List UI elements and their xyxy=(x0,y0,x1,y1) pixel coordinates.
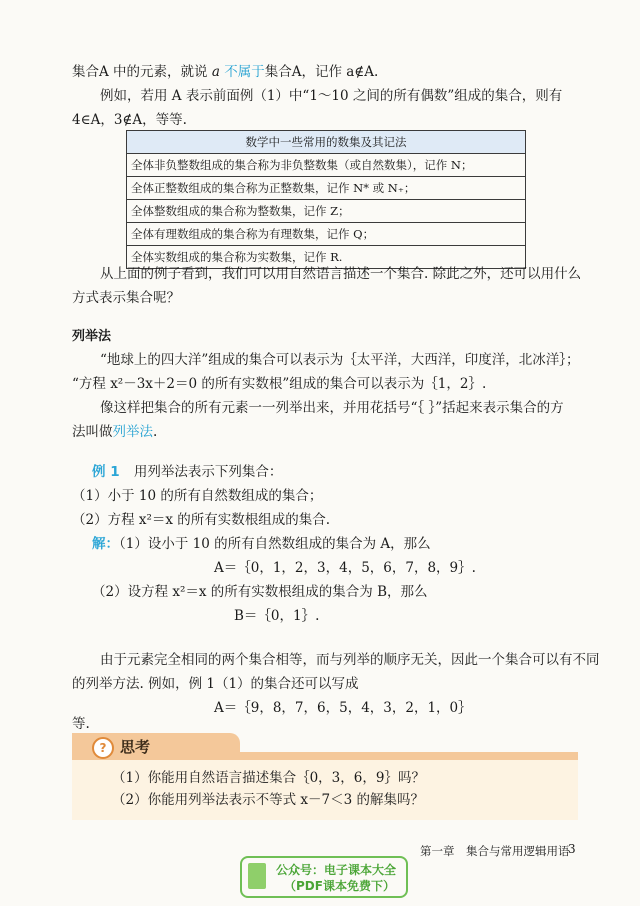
watermark xyxy=(240,856,408,898)
para3-line1: 从上面的例子看到，我们可以用自然语言描述一个集合. 除此之外，还可以用什么 xyxy=(100,266,582,282)
para2-line2: 4∈A，3∉A，等等. xyxy=(72,112,187,128)
table-title: 数学中一些常用的数集及其记法 xyxy=(127,131,526,154)
equation-A: A＝｛0，1，2，3，4，5，6，7，8，9｝. xyxy=(214,560,476,576)
text: . xyxy=(153,424,158,440)
text: 集合A，记作 a∉A. xyxy=(264,64,379,80)
para4-line2: “方程 x²－3x＋2＝0 的所有实数根”组成的集合可以表示为｛1，2｝. xyxy=(72,376,487,392)
table-row: 全体非负整数组成的集合称为非负整数集（或自然数集），记作 N； xyxy=(127,154,526,177)
equation-A-reordered: A＝｛9，8，7，6，5，4，3，2，1，0｝ xyxy=(214,700,472,716)
example-prompt: 用列举法表示下列集合： xyxy=(133,464,283,480)
para6-line2: 的列举方法. 例如，例 1（1）的集合还可以写成 xyxy=(72,676,359,692)
example-item1: （1）小于 10 的所有自然数组成的集合； xyxy=(72,488,323,504)
solution-label: 解： xyxy=(92,536,119,552)
para5-line1: 像这样把集合的所有元素一一列举出来，并用花括号“｛ ｝”括起来表示集合的方 xyxy=(100,400,564,416)
example-header xyxy=(92,460,612,484)
paragraph-not-belong xyxy=(72,60,592,84)
solution-line1 xyxy=(92,532,612,556)
page-number: 3 xyxy=(568,842,576,856)
text: 法叫做 xyxy=(72,424,113,440)
number-sets-table xyxy=(126,130,526,269)
question-icon: ? xyxy=(92,737,114,759)
para6-line3: 等. xyxy=(72,716,90,732)
var-a: a xyxy=(211,64,220,80)
para2-line1: 例如，若用 A 表示前面例（1）中“1～10 之间的所有偶数”组成的集合，则有 xyxy=(100,88,563,104)
term-not-belong: 不属于 xyxy=(219,64,265,80)
solution-line2: （2）设方程 x²＝x 的所有实数根组成的集合为 B，那么 xyxy=(92,584,428,600)
para6-line1: 由于元素完全相同的两个集合相等，而与列举的顺序无关，因此一个集合可以有不同 xyxy=(100,652,600,668)
example-item2: （2）方程 x²＝x 的所有实数根组成的集合. xyxy=(72,512,331,528)
table-row: 全体整数组成的集合称为整数集，记作 Z； xyxy=(127,200,526,223)
example-label: 例 1 xyxy=(92,464,120,480)
chapter-footer: 第一章 集合与常用逻辑用语 xyxy=(420,844,570,858)
para4-line1: “地球上的四大洋”组成的集合可以表示为｛太平洋，大西洋，印度洋，北冰洋｝； xyxy=(100,352,580,368)
text: 集合A 中的元素，就说 xyxy=(72,64,212,80)
table-row: 全体实数组成的集合称为实数集，记作 R. xyxy=(127,246,526,269)
watermark-line1: 公众号：电子课本大全 xyxy=(276,863,397,877)
watermark-line2: （PDF课本免费下） xyxy=(284,879,395,893)
para3-line2: 方式表示集合呢？ xyxy=(72,290,180,306)
solution-text: （1）设小于 10 的所有自然数组成的集合为 A，那么 xyxy=(119,536,431,552)
equation-B: B＝｛0，1｝. xyxy=(234,608,320,624)
table-row: 全体正整数组成的集合称为正整数集，记作 N* 或 N₊； xyxy=(127,177,526,200)
para5-line2 xyxy=(72,420,592,444)
think-question-1: （1）你能用自然语言描述集合｛0，3，6，9｝吗？ xyxy=(112,770,425,786)
term-enumeration: 列举法 xyxy=(112,424,153,440)
think-title: 思考 xyxy=(120,738,151,756)
table-row: 全体有理数组成的集合称为有理数集，记作 Q； xyxy=(127,223,526,246)
think-question-2: （2）你能用列举法表示不等式 x－7＜3 的解集吗？ xyxy=(112,792,424,808)
section-title: 列举法 xyxy=(72,329,112,344)
book-icon xyxy=(248,863,266,889)
